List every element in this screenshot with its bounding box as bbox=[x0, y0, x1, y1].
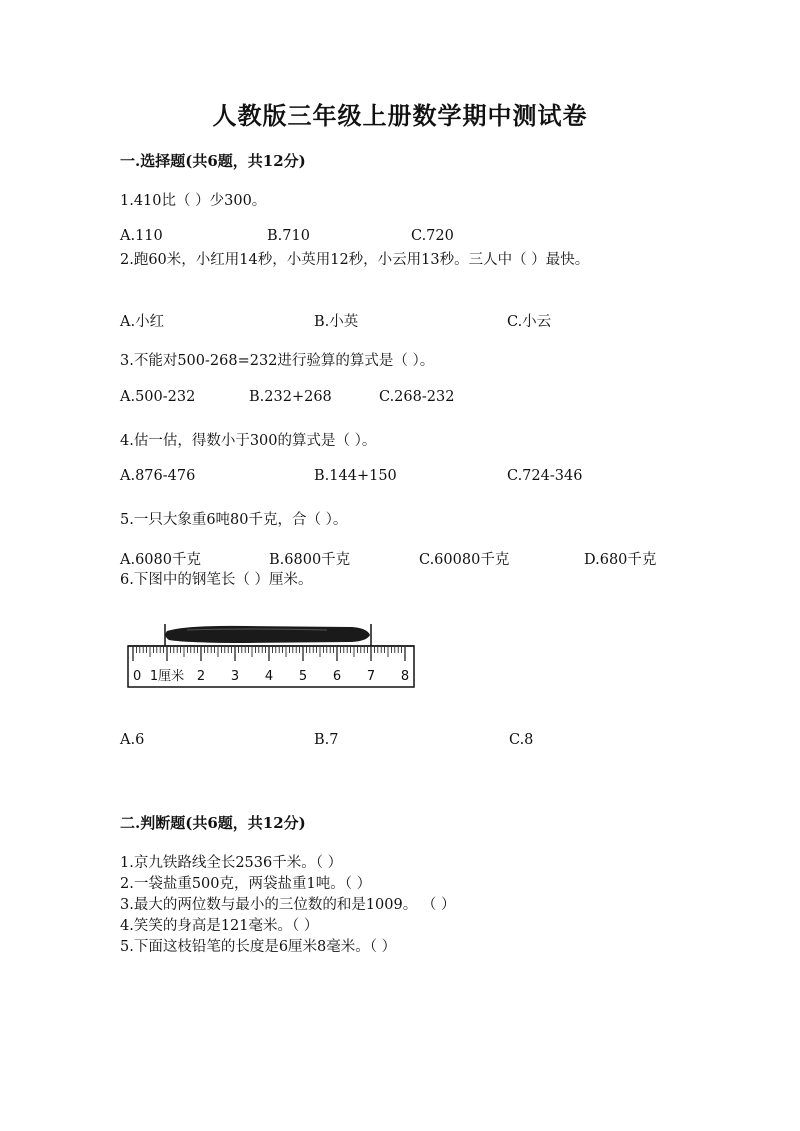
ruler-tick-label: 6 bbox=[332, 669, 342, 684]
question-4-option-b[interactable]: B.144+150 bbox=[314, 468, 397, 484]
ruler-tick-label: 3 bbox=[230, 669, 240, 684]
question-4-option-a[interactable]: A.876-476 bbox=[120, 468, 196, 484]
question-3: 3.不能对500-268=232进行验算的算式是（ ）。 bbox=[120, 353, 435, 369]
question-6: 6.下图中的钢笔长（ ）厘米。 bbox=[120, 572, 313, 588]
question-2-option-c[interactable]: C.小云 bbox=[507, 314, 552, 330]
ruler-tick-label: 7 bbox=[366, 669, 376, 684]
ruler-tick-label: 0 bbox=[133, 669, 142, 684]
ruler-tick-label: 2 bbox=[196, 669, 206, 684]
question-4-option-c[interactable]: C.724-346 bbox=[507, 468, 583, 484]
ruler-tick-label: 1厘米 bbox=[149, 669, 185, 684]
question-6-option-b[interactable]: B.7 bbox=[314, 732, 339, 748]
question-5-option-c[interactable]: C.60080千克 bbox=[419, 552, 510, 568]
ruler-svg bbox=[127, 621, 417, 691]
question-5-option-d[interactable]: D.680千克 bbox=[584, 552, 657, 568]
question-3-option-a[interactable]: A.500-232 bbox=[120, 389, 196, 405]
question-6-option-a[interactable]: A.6 bbox=[120, 732, 145, 748]
question-2-option-a[interactable]: A.小红 bbox=[120, 314, 165, 330]
question-3-option-c[interactable]: C.268-232 bbox=[379, 389, 455, 405]
question-1-option-c[interactable]: C.720 bbox=[411, 228, 454, 244]
question-5-option-a[interactable]: A.6080千克 bbox=[120, 552, 201, 568]
ruler-tick-label: 8 bbox=[400, 669, 410, 684]
ruler-labels bbox=[133, 668, 409, 684]
judgement-item-3: 3.最大的两位数与最小的三位数的和是1009。 （ ） bbox=[120, 897, 456, 913]
question-6-option-c[interactable]: C.8 bbox=[509, 732, 534, 748]
question-1-option-a[interactable]: A.110 bbox=[120, 228, 163, 244]
judgement-item-5: 5.下面这枝铅笔的长度是6厘米8毫米。（ ） bbox=[120, 939, 397, 955]
question-4: 4.估一估，得数小于300的算式是（ ）。 bbox=[120, 433, 377, 449]
question-1: 1.410比（ ）少300。 bbox=[120, 193, 267, 209]
pen-body bbox=[165, 626, 370, 643]
judgement-item-2: 2.一袋盐重500克，两袋盐重1吨。（ ） bbox=[120, 876, 372, 892]
page-title: 人教版三年级上册数学期中测试卷 bbox=[212, 101, 588, 130]
question-5: 5.一只大象重6吨80千克，合（ ）。 bbox=[120, 512, 348, 528]
ruler-tick-label: 5 bbox=[298, 669, 308, 684]
question-5-option-b[interactable]: B.6800千克 bbox=[269, 552, 351, 568]
section-heading-choice: 一.选择题(共6题，共12分) bbox=[120, 152, 306, 170]
question-1-option-b[interactable]: B.710 bbox=[267, 228, 310, 244]
judgement-item-1: 1.京九铁路线全长2536千米。（ ） bbox=[120, 855, 343, 871]
question-3-option-b[interactable]: B.232+268 bbox=[249, 389, 332, 405]
question-2: 2.跑60米，小红用14秒，小英用12秒，小云用13秒。三人中（ ）最快。 bbox=[120, 252, 590, 268]
question-2-option-b[interactable]: B.小英 bbox=[314, 314, 359, 330]
ruler-tick-label: 4 bbox=[264, 669, 274, 684]
judgement-item-4: 4.笑笑的身高是121毫米。（ ） bbox=[120, 918, 319, 934]
section-heading-judgement: 二.判断题(共6题，共12分) bbox=[120, 814, 306, 832]
pen-ruler-figure bbox=[127, 621, 417, 691]
